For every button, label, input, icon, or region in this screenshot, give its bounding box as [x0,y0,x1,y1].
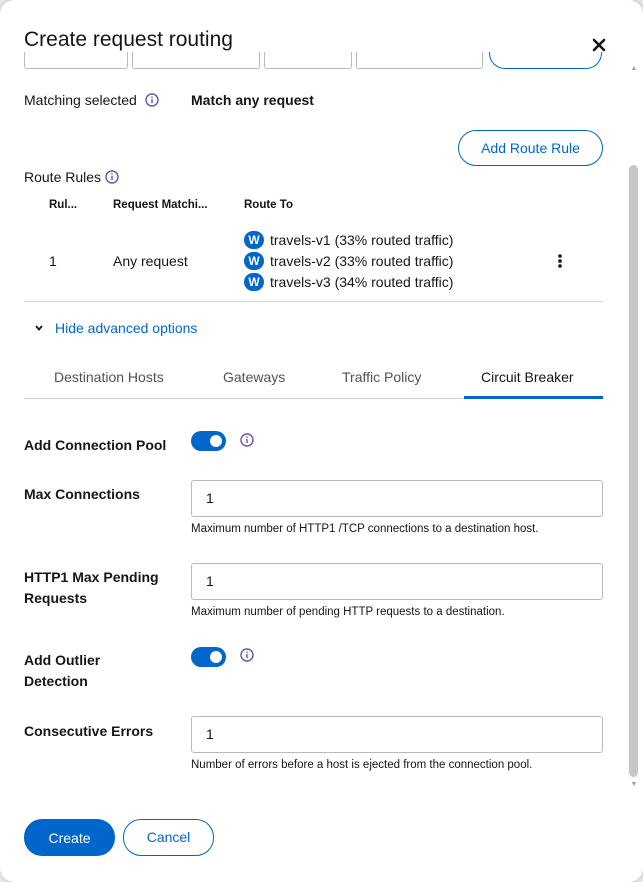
partial-input-4[interactable] [356,52,483,69]
partial-input-1[interactable] [24,52,128,69]
matching-selected-value: Match any request [191,92,314,108]
partial-add-button[interactable] [489,52,602,69]
workload-badge-icon: W [244,273,264,291]
http1-max-pending-helper: Maximum number of pending HTTP requests to a destination. [191,606,505,618]
row-order: 1 [49,253,57,269]
consecutive-errors-helper: Number of errors before a host is ejected from the connection pool. [191,759,533,771]
hide-advanced-options-toggle[interactable] [34,320,197,336]
outlier-detection-switch[interactable] [191,647,226,667]
info-icon[interactable] [105,170,119,184]
consecutive-errors-label: Consecutive Errors [24,723,154,739]
kebab-menu-icon[interactable] [556,253,564,269]
http1-max-pending-label-line1: HTTP1 Max Pending [24,569,159,585]
add-outlier-detection-label-line2: Detection [24,673,88,689]
table-divider [24,301,603,302]
consecutive-errors-input[interactable]: 1 [191,716,603,753]
add-route-rule-button[interactable]: Add Route Rule [458,130,603,166]
scroll-down-arrow-icon[interactable]: ▼ [630,781,638,788]
tab-traffic-policy[interactable]: Traffic Policy [342,369,422,385]
max-connections-label: Max Connections [24,486,140,502]
max-connections-input[interactable]: 1 [191,480,603,517]
workload-badge-icon: W [244,252,264,270]
active-tab-indicator [464,396,603,399]
matching-selected-label: Matching selected [24,92,137,108]
route-target-text: travels-v3 (34% routed traffic) [270,274,454,290]
row-request-match: Any request [113,253,188,269]
info-icon[interactable] [240,433,254,447]
max-connections-helper: Maximum number of HTTP1 /TCP connections to a destination host. [191,523,539,535]
column-header-route-to: Route To [244,199,293,211]
route-target [244,251,453,271]
column-header-order[interactable]: Rul... [49,199,78,211]
modal-title: Create request routing [24,28,233,51]
create-button[interactable]: Create [24,819,115,856]
http1-max-pending-label-line2: Requests [24,590,88,606]
cancel-button[interactable]: Cancel [123,819,214,856]
tab-gateways[interactable]: Gateways [223,369,286,385]
route-target [244,272,453,292]
tab-destination-hosts[interactable]: Destination Hosts [54,369,164,385]
partial-input-2[interactable] [132,52,260,69]
route-target [244,230,453,250]
route-rules-label: Route Rules [24,169,102,185]
route-target-text: travels-v1 (33% routed traffic) [270,232,454,248]
hide-advanced-options-label: Hide advanced options [55,320,198,336]
info-icon[interactable] [145,93,159,107]
http1-max-pending-input[interactable]: 1 [191,563,603,600]
column-header-request-matching[interactable]: Request Matchi... [113,199,208,211]
scroll-up-arrow-icon[interactable]: ▲ [630,65,638,72]
partial-input-3[interactable] [264,52,352,69]
tab-circuit-breaker[interactable]: Circuit Breaker [481,369,574,385]
scrollbar-thumb[interactable] [629,165,638,777]
add-connection-pool-label: Add Connection Pool [24,437,167,453]
route-target-text: travels-v2 (33% routed traffic) [270,253,454,269]
workload-badge-icon: W [244,231,264,249]
chevron-down-icon [34,323,44,333]
info-icon[interactable] [240,648,254,662]
add-outlier-detection-label-line1: Add Outlier [24,652,101,668]
connection-pool-switch[interactable] [191,431,226,451]
